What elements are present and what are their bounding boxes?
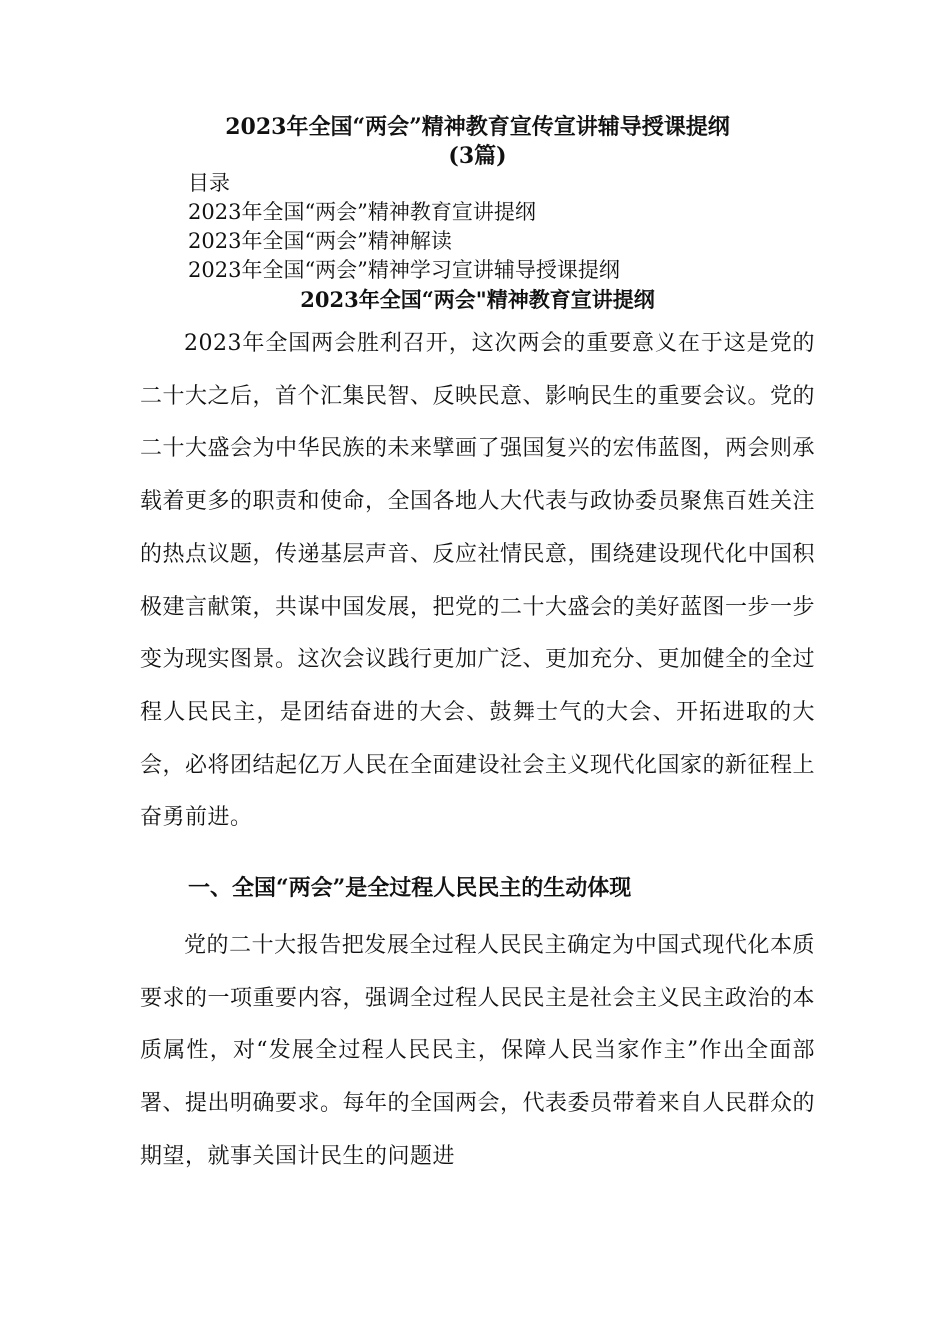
toc-item: 2023年全国“两会”精神教育宣讲提纲 — [188, 200, 536, 224]
toc-heading: 目录 — [188, 171, 230, 195]
document-title: 2023年全国“两会”精神教育宣传宣讲辅导授课提纲 — [225, 114, 730, 140]
toc-item: 2023年全国“两会”精神解读 — [188, 229, 452, 253]
body-paragraph: 2023年全国两会胜利召开，这次两会的重要意义在于这是党的二十大之后，首个汇集民智、反映民意、影响民生的重要会议。党的二十大盛会为中华民族的未来擘画了强国复兴的宏伟蓝图，两会则承载着更多的职责和使命，全国各地人大代表与政协委员聚焦百姓关注的热点议题，传递基层声音、反应社情民意，围绕建设现代化中国积极建言献策，共谋中国发展，把党的二十大盛会的美好蓝图一步一步变为现实图景。这次会议践行更加广泛、更加充分、更加健全的全过程人民民主，是团结奋进的大会、鼓舞士气的大会、开拓进取的大会，必将团结起亿万人民在全面建设社会主义现代化国家的新征程上奋勇前进。 — [140, 331, 816, 831]
document-subtitle: (3篇) — [448, 143, 507, 169]
section-subheading: 一、全国“两会”是全过程人民民主的生动体现 — [188, 875, 632, 901]
body-paragraph: 党的二十大报告把发展全过程人民民主确定为中国式现代化本质要求的一项重要内容，强调全过程人民民主是社会主义民主政治的本质属性，对“发展全过程人民民主，保障人民当家作主”作出全面部署、提出明确要求。每年的全国两会，代表委员带着来自人民群众的期望，就事关国计民生的问题进 — [140, 933, 816, 1169]
toc-item: 2023年全国“两会”精神学习宣讲辅导授课提纲 — [188, 258, 620, 282]
section-title: 2023年全国“两会"精神教育宣讲提纲 — [300, 287, 655, 312]
